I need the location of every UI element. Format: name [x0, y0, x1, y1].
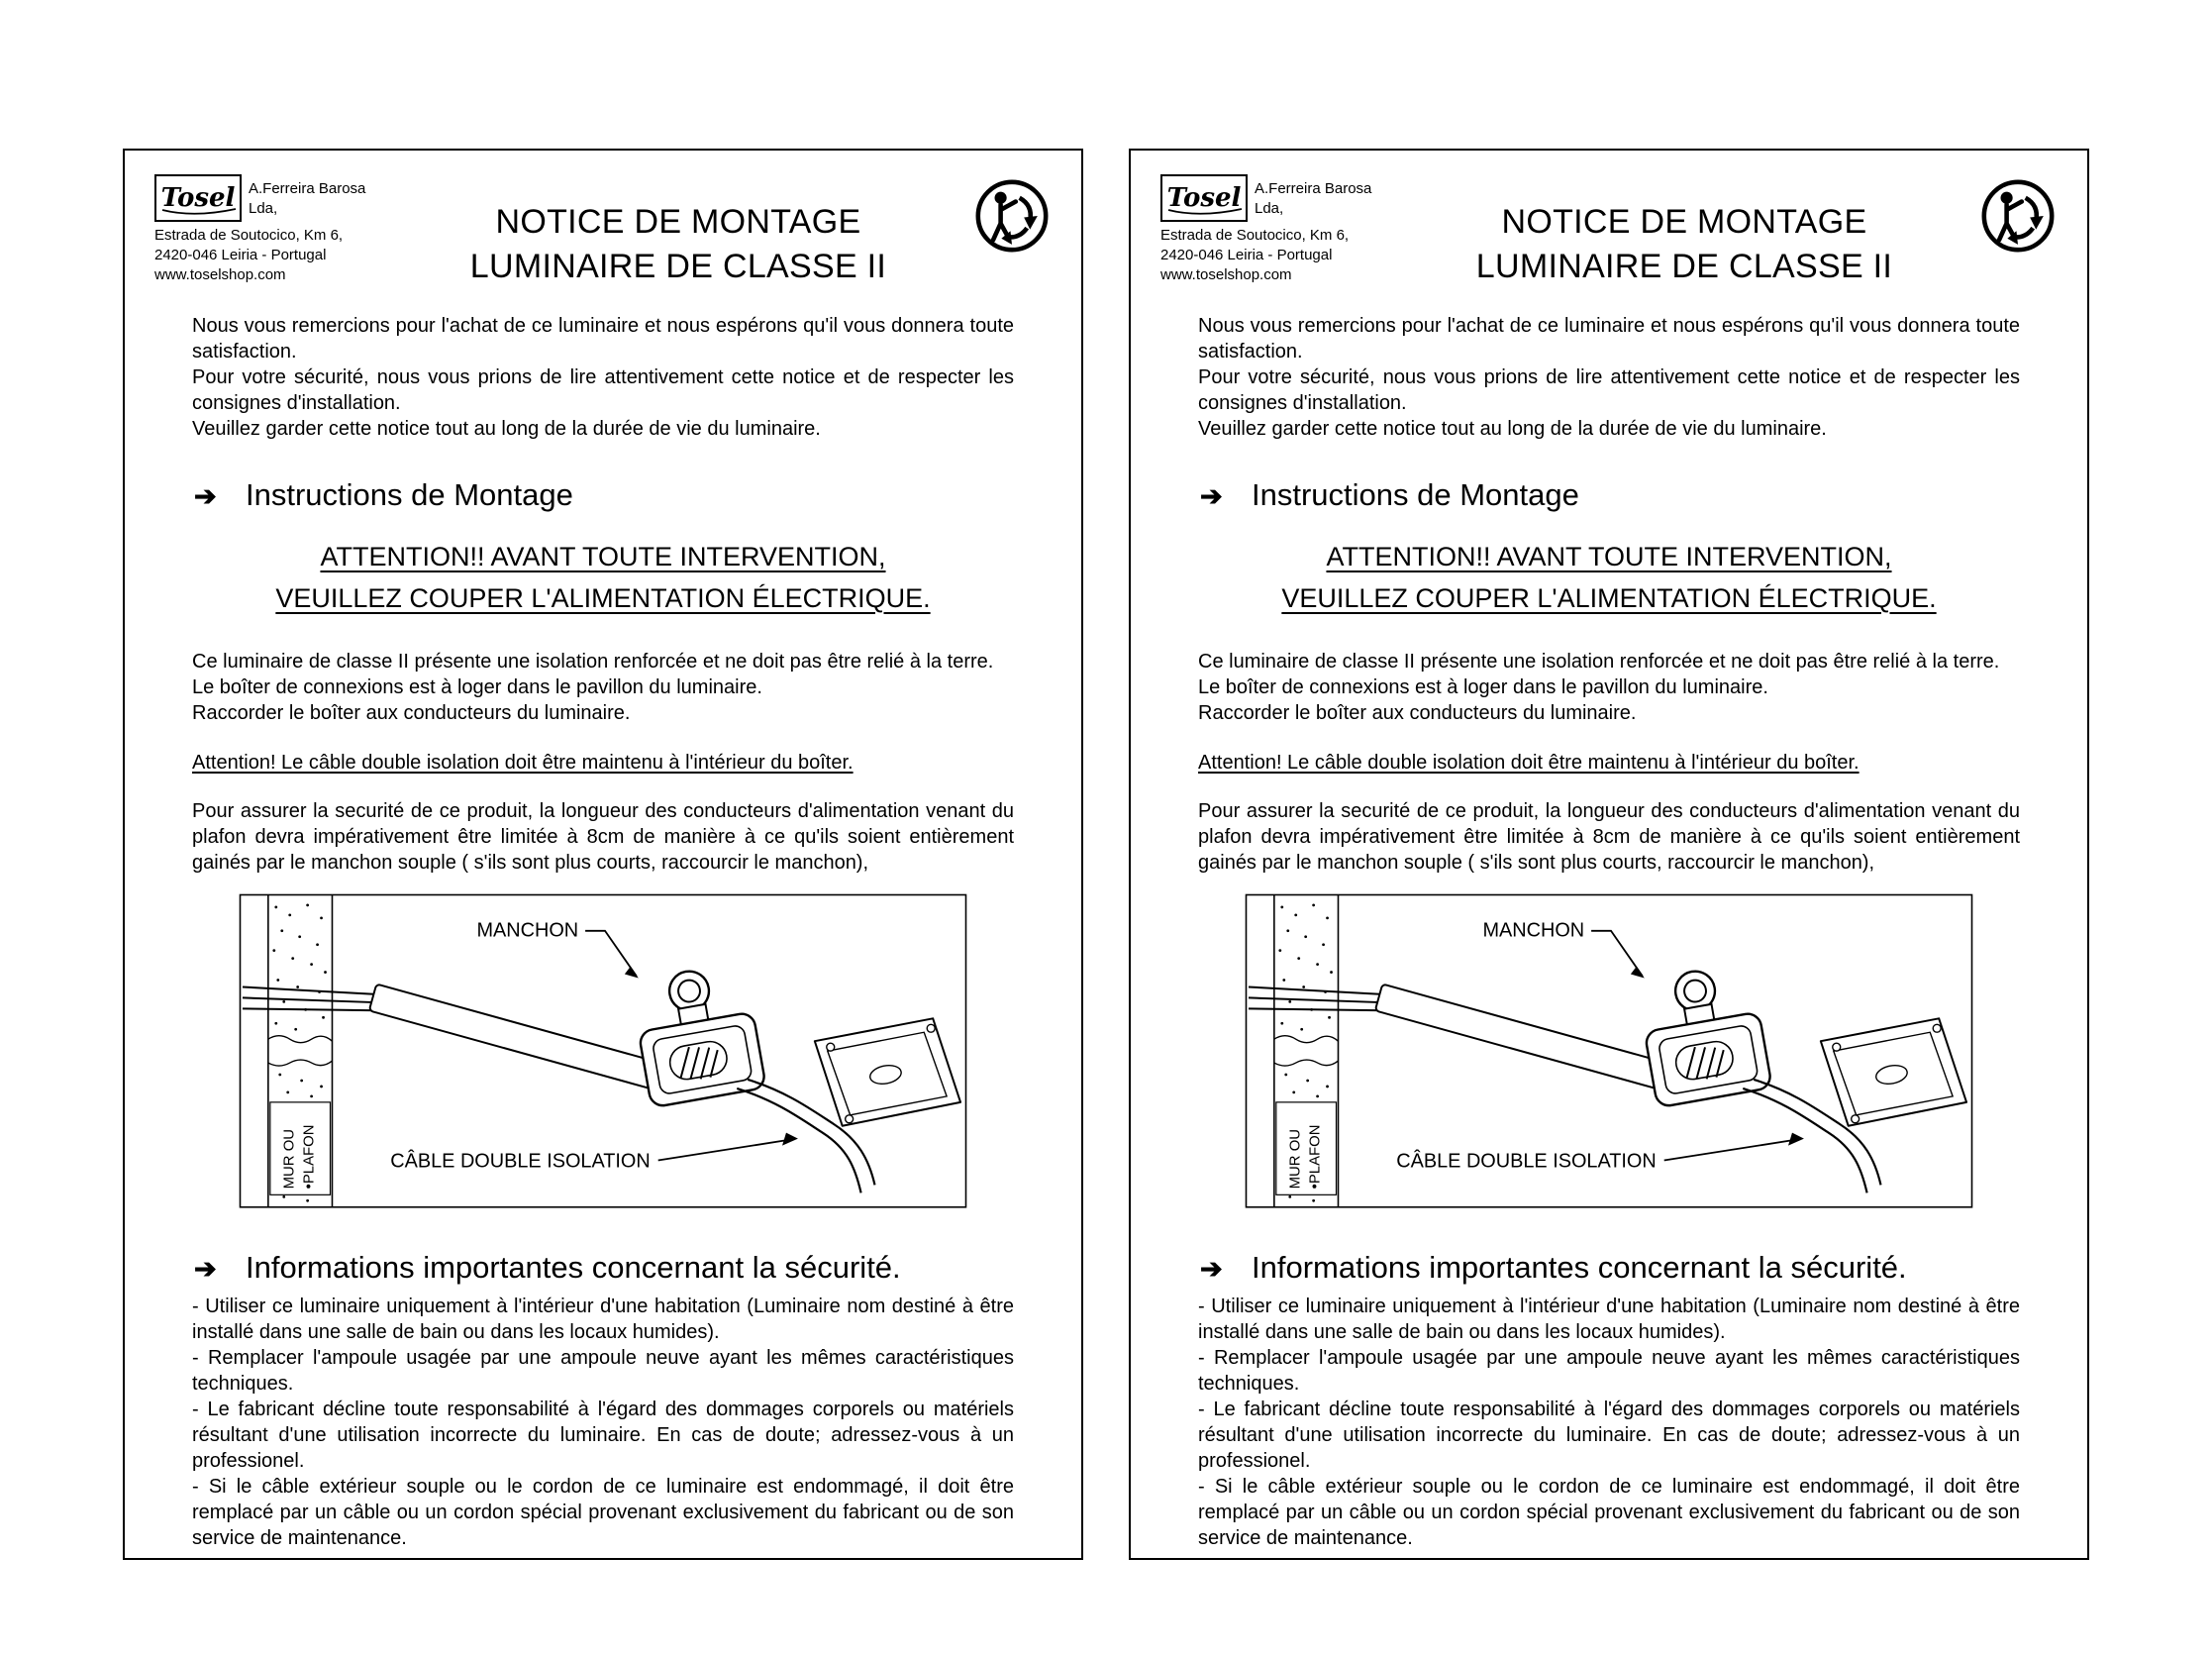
logo-row [1160, 174, 1388, 222]
title-line-2: LUMINAIRE DE CLASSE II [1475, 247, 1893, 285]
section-title-montage: Instructions de Montage [246, 476, 573, 512]
class2-line: Ce luminaire de classe II présente une isolation renforcée et ne doit pas être relié à la terre. [1198, 651, 2000, 674]
wall-label-line-1: MUR OU [281, 1129, 298, 1190]
safety-item: - Remplacer l'ampoule usagée par une ampoule neuve ayant les mêmes caractéristiques techniques. [192, 1346, 1014, 1395]
logo-row [154, 174, 382, 222]
company-name: A.Ferreira Barosa Lda, [249, 180, 366, 218]
title-line-1: NOTICE DE MONTAGE [1501, 203, 1867, 241]
cable-label: CÂBLE DOUBLE ISOLATION [1396, 1150, 1657, 1173]
title-line-1: NOTICE DE MONTAGE [495, 203, 861, 241]
installation-diagram [1245, 893, 1973, 1213]
arrow-bullet-icon: ➔ [1200, 480, 1223, 511]
section-heading-montage [194, 477, 1014, 513]
intro-paragraph: Nous vous remercions pour l'achat de ce luminaire et nous espérons qu'il vous donnera toute satisfaction. [1198, 314, 2020, 363]
tosel-logo [1160, 174, 1248, 222]
safety-item: - Utiliser ce luminaire uniquement à l'intérieur d'une habitation (Luminaire nom destiné à être installé dans une salle de bain ou dans les locaux humides). [192, 1295, 1014, 1343]
safety-item: - Si le câble extérieur souple ou le cordon de ce luminaire est endommagé, il doit être remplacé par un câble ou un cordon spécial provenant exclusivement du fabricant ou de son service de maintenance. [192, 1475, 1014, 1549]
safety-item: - Remplacer l'ampoule usagée par une ampoule neuve ayant les mêmes caractéristiques techniques. [1198, 1346, 2020, 1395]
installation-diagram [239, 893, 967, 1213]
page-content [1160, 313, 2058, 1551]
installation-diagram-svg [1245, 893, 1973, 1208]
title-line-2: LUMINAIRE DE CLASSE II [469, 247, 887, 285]
wall-label-box [270, 1102, 331, 1194]
safety-item: - Le fabricant décline toute responsabilité à l'égard des dommages corporels ou matériels résultant d'une utilisation incorrecte du luminaire. En cas de doute; adressez-vous à un professionel. [1198, 1398, 2020, 1472]
company-name: A.Ferreira Barosa Lda, [1255, 180, 1372, 218]
cable-label: CÂBLE DOUBLE ISOLATION [390, 1150, 651, 1173]
cable-length-paragraph: Pour assurer la securité de ce produit, la longueur des conducteurs d'alimentation venant du plafon devra impérativement être limitée à 8cm de manière à ce qu'ils soient entièrement gainés par le manchon souple ( s'ils sont plus courts, raccourcir le manchon), [192, 800, 1014, 875]
intro-paragraph: Pour votre sécurité, nous vous prions de lire attentivement cette notice et de respecter les consignes d'installation. [1198, 365, 2020, 414]
safety-list [1198, 1294, 2020, 1551]
class2-line: Ce luminaire de classe II présente une isolation renforcée et ne doit pas être relié à la terre. [192, 651, 994, 674]
section-heading-securite [194, 1250, 1014, 1286]
safety-item: - Le fabricant décline toute responsabilité à l'égard des dommages corporels ou matériels résultant d'une utilisation incorrecte du luminaire. En cas de doute; adressez-vous à un professionel. [192, 1398, 1014, 1472]
page-header [154, 174, 1052, 289]
cable-length-paragraph: Pour assurer la securité de ce produit, la longueur des conducteurs d'alimentation venant du plafon devra impérativement être limitée à 8cm de manière à ce qu'ils soient entièrement gainés par le manchon souple ( s'ils sont plus courts, raccourcir le manchon), [1198, 800, 2020, 875]
safety-item: - Utiliser ce luminaire uniquement à l'intérieur d'une habitation (Luminaire nom destiné à être installé dans une salle de bain ou dans les locaux humides). [1198, 1295, 2020, 1343]
wall-label-line-1: MUR OU [1287, 1129, 1304, 1190]
page-header [1160, 174, 2058, 289]
tosel-logo-text: Tosel [1166, 183, 1242, 213]
tosel-logo-underline [160, 207, 238, 217]
website-text: www.toselshop.com [154, 265, 286, 283]
intro-paragraph: Pour votre sécurité, nous vous prions de lire attentivement cette notice et de respecter les consignes d'installation. [192, 365, 1014, 414]
tosel-logo-underline [1166, 207, 1244, 217]
warning-line-2: VEUILLEZ COUPER L'ALIMENTATION ÉLECTRIQUE. [275, 582, 931, 613]
logo-block [154, 174, 382, 284]
class2-block [1198, 649, 2020, 726]
page-title [1388, 174, 1980, 289]
class2-line: Raccorder le boîter aux conducteurs du luminaire. [192, 702, 631, 725]
address-line-1: Estrada de Soutocico, Km 6, [1160, 227, 1350, 244]
section-title-montage: Instructions de Montage [1252, 476, 1579, 512]
installation-diagram-svg [239, 893, 967, 1208]
class2-line: Raccorder le boîter aux conducteurs du luminaire. [1198, 702, 1637, 725]
section-title-securite: Informations importantes concernant la sécurité. [246, 1249, 901, 1285]
warning-line-1: ATTENTION!! AVANT TOUTE INTERVENTION, [320, 541, 886, 571]
arrow-bullet-icon: ➔ [194, 1253, 217, 1284]
notice-page-right [1129, 149, 2089, 1560]
triman-recycle-icon [1980, 178, 2056, 254]
safety-list [192, 1294, 1014, 1551]
wall-label-line-2: •PLAFON [301, 1124, 318, 1190]
logo-block [1160, 174, 1388, 284]
warning-block [1198, 537, 2020, 620]
page-content [154, 313, 1052, 1551]
tosel-logo [154, 174, 242, 222]
notice-page-left [123, 149, 1083, 1560]
website-text: www.toselshop.com [1160, 265, 1292, 283]
class2-line: Le boîter de connexions est à loger dans le pavillon du luminaire. [192, 676, 762, 699]
address-block [154, 226, 382, 284]
section-title-securite: Informations importantes concernant la sécurité. [1252, 1249, 1907, 1285]
intro-paragraph: Veuillez garder cette notice tout au long de la durée de vie du luminaire. [192, 417, 821, 440]
wall-label-box [1276, 1102, 1337, 1194]
intro-paragraph: Nous vous remercions pour l'achat de ce luminaire et nous espérons qu'il vous donnera toute satisfaction. [192, 314, 1014, 363]
attention-note: Attention! Le câble double isolation doit être maintenu à l'intérieur du boîter. [1198, 752, 1860, 775]
section-heading-montage [1200, 477, 2020, 513]
arrow-bullet-icon: ➔ [1200, 1253, 1223, 1284]
address-line-2: 2420-046 Leiria - Portugal [154, 246, 327, 263]
warning-line-2: VEUILLEZ COUPER L'ALIMENTATION ÉLECTRIQUE. [1281, 582, 1937, 613]
class2-line: Le boîter de connexions est à loger dans le pavillon du luminaire. [1198, 676, 1768, 699]
manchon-label: MANCHON [1482, 920, 1585, 943]
section-heading-securite [1200, 1250, 2020, 1286]
warning-line-1: ATTENTION!! AVANT TOUTE INTERVENTION, [1326, 541, 1892, 571]
tosel-logo-text: Tosel [160, 183, 236, 213]
class2-block [192, 649, 1014, 726]
manchon-label: MANCHON [476, 920, 579, 943]
address-line-1: Estrada de Soutocico, Km 6, [154, 227, 344, 244]
wall-label-line-2: •PLAFON [1307, 1124, 1324, 1190]
arrow-bullet-icon: ➔ [194, 480, 217, 511]
attention-note: Attention! Le câble double isolation doit être maintenu à l'intérieur du boîter. [192, 752, 854, 775]
address-block [1160, 226, 1388, 284]
address-line-2: 2420-046 Leiria - Portugal [1160, 246, 1333, 263]
warning-block [192, 537, 1014, 620]
safety-item: - Si le câble extérieur souple ou le cordon de ce luminaire est endommagé, il doit être remplacé par un câble ou un cordon spécial provenant exclusivement du fabricant ou de son service de maintenance. [1198, 1475, 2020, 1549]
page-title [382, 174, 974, 289]
intro-paragraph: Veuillez garder cette notice tout au long de la durée de vie du luminaire. [1198, 417, 1827, 440]
triman-recycle-icon [974, 178, 1050, 254]
